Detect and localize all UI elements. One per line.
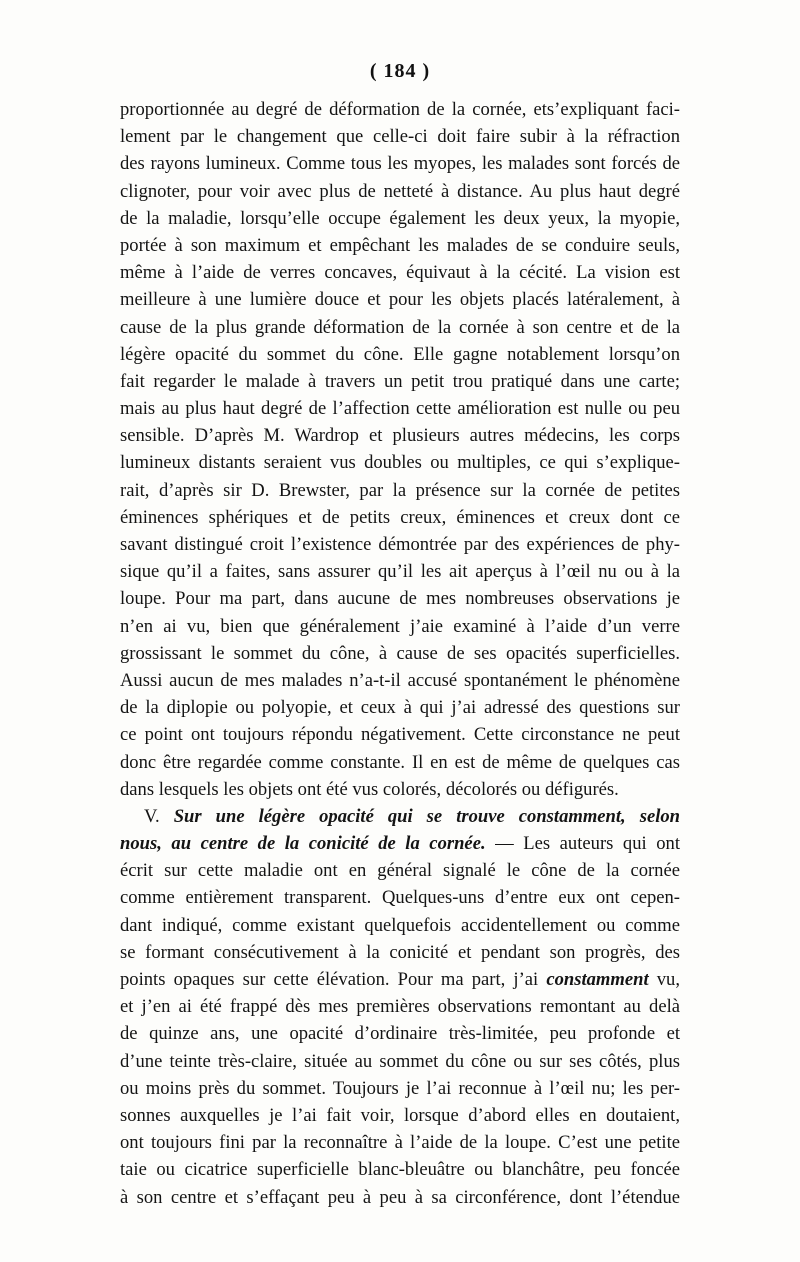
text-run: donc être regardée comme constante. Il en est de même de quelques cas <box>120 751 680 773</box>
text-run: proportionnée au degré de déformation de la cornée, ets’expliquant faci- <box>120 99 680 120</box>
text-run: fait regarder le malade à travers un petit trou pratiqué dans une carte; <box>120 370 680 392</box>
text-line <box>120 504 680 531</box>
text-line <box>120 613 680 640</box>
text-line <box>120 368 680 395</box>
text-run: dant indiqué, comme existant quelquefois accidentellement ou comme <box>120 914 680 936</box>
emphasis-text: Sur une légère opacité qui se trouve constamment, selon <box>173 805 681 827</box>
text-run: points opaques sur cette élévation. Pour ma part, j’ai <box>120 969 547 990</box>
text-line <box>120 1048 680 1075</box>
text-run: comme entièrement transparent. Quelques-uns d’entre eux ont cepen- <box>120 887 680 909</box>
text-line <box>120 830 680 857</box>
page-number: ( 184 ) <box>369 60 431 82</box>
text-run: d’une teinte très-claire, située au sommet du cône ou sur ses côtés, plus <box>120 1050 680 1072</box>
text-line <box>120 694 680 721</box>
text-run: meilleure à une lumière douce et pour les objets placés latéralement, à <box>120 289 680 311</box>
text-run: et j’en ai été frappé dès mes premières observations remontant au delà <box>120 996 680 1018</box>
text-run: lumineux distants seraient vus doubles ou multiples, ce qui s’explique- <box>120 452 680 474</box>
text-line <box>120 857 680 884</box>
text-line <box>120 1102 680 1129</box>
text-line <box>120 259 680 286</box>
text-line <box>120 1075 680 1102</box>
text-line <box>120 1020 680 1047</box>
text-run: n’en ai vu, bien que généralement j’aie examiné à l’aide d’un verre <box>120 615 680 637</box>
text-line <box>120 150 680 177</box>
text-line <box>120 422 680 449</box>
text-run: taie ou cicatrice superficielle blanc-bleuâtre ou blanchâtre, peu foncée <box>120 1159 680 1181</box>
text-line <box>120 96 680 123</box>
text-run: écrit sur cette maladie ont en général signalé le cône de la cornée <box>120 860 680 882</box>
text-run: loupe. Pour ma part, dans aucune de mes nombreuses observations je <box>120 588 680 610</box>
text-run: lement par le changement que celle-ci doit faire subir à la réfraction <box>120 126 680 148</box>
text-line <box>120 640 680 667</box>
text-run: des rayons lumineux. Comme tous les myopes, les malades sont forcés de <box>120 153 680 175</box>
text-line <box>120 776 680 803</box>
text-run: dans lesquels les objets ont été vus colorés, décolorés ou défigurés. <box>120 778 619 800</box>
text-line <box>120 1129 680 1156</box>
text-line <box>120 477 680 504</box>
text-line <box>120 939 680 966</box>
text-run: mais au plus haut degré de l’affection cette amélioration est nulle ou peu <box>120 398 680 420</box>
text-line <box>120 205 680 232</box>
text-run: même à l’aide de verres concaves, équivaut à la cécité. La vision est <box>120 262 680 284</box>
text-line <box>120 721 680 748</box>
text-run: éminences sphériques et de petits creux, éminences et creux dont ce <box>120 506 680 528</box>
text-run: rait, d’après sir D. Brewster, par la présence sur la cornée de petites <box>120 479 680 501</box>
body-text <box>120 96 680 1211</box>
text-line <box>120 395 680 422</box>
text-run: de la maladie, lorsqu’elle occupe également les deux yeux, la myopie, <box>120 207 680 229</box>
text-line <box>120 531 680 558</box>
text-run: de quinze ans, une opacité d’ordinaire très-limitée, peu profonde et <box>120 1023 680 1045</box>
text-run: se formant consécutivement à la conicité et pendant son progrès, des <box>120 941 680 963</box>
text-run: cause de la plus grande déformation de la cornée à son centre et de la <box>120 316 680 338</box>
text-line <box>120 286 680 313</box>
text-line <box>120 667 680 694</box>
text-run: ce point ont toujours répondu négativement. Cette circonstance ne peut <box>120 724 680 746</box>
emphasis-text: nous, au centre de la conicité de la cornée. <box>120 833 486 855</box>
text-run: V. <box>144 805 174 827</box>
text-run: sonnes auxquelles je l’ai fait voir, lorsque d’abord elles en doutaient, <box>120 1104 680 1126</box>
text-line <box>120 314 680 341</box>
text-run: ont toujours fini par la reconnaître à l’aide de la loupe. C’est une petite <box>120 1132 680 1154</box>
text-run: clignoter, pour voir avec plus de netteté à distance. Au plus haut degré <box>120 180 680 202</box>
text-line <box>120 123 680 150</box>
text-line <box>120 585 680 612</box>
text-run: sensible. D’après M. Wardrop et plusieurs autres médecins, les corps <box>120 425 680 447</box>
text-run: Aussi aucun de mes malades n’a-t-il accusé spontanément le phénomène <box>120 669 680 691</box>
text-line <box>120 1184 680 1211</box>
text-run: à son centre et s’effaçant peu à peu à sa circonférence, dont l’étendue <box>120 1186 680 1208</box>
text-run: savant distingué croit l’existence démontrée par des expériences de phy- <box>120 534 680 555</box>
text-run: ou moins près du sommet. Toujours je l’ai reconnue à l’œil nu; les per- <box>120 1077 680 1099</box>
text-line <box>120 993 680 1020</box>
text-run: sique qu’il a faites, sans assurer qu’il les ait aperçus à l’œil nu ou à la <box>120 561 680 583</box>
text-line <box>120 341 680 368</box>
text-line <box>120 912 680 939</box>
text-line <box>120 749 680 776</box>
text-line <box>120 884 680 911</box>
text-line <box>120 178 680 205</box>
text-run: portée à son maximum et empêchant les malades de se conduire seuls, <box>120 234 680 256</box>
text-run: légère opacité du sommet du cône. Elle gagne notablement lorsqu’on <box>120 343 680 365</box>
emphasis-text: constamment <box>546 969 649 990</box>
text-line <box>120 1156 680 1183</box>
text-line <box>120 966 680 993</box>
text-line <box>120 803 680 830</box>
text-run: — Les auteurs qui ont <box>485 833 680 855</box>
text-run: grossissant le sommet du cône, à cause de ses opacités superficielles. <box>120 642 680 664</box>
text-line <box>120 232 680 259</box>
text-run: de la diplopie ou polyopie, et ceux à qui j’ai adressé des questions sur <box>120 697 680 719</box>
text-line <box>120 558 680 585</box>
text-line <box>120 449 680 476</box>
text-run: vu, <box>648 969 680 990</box>
